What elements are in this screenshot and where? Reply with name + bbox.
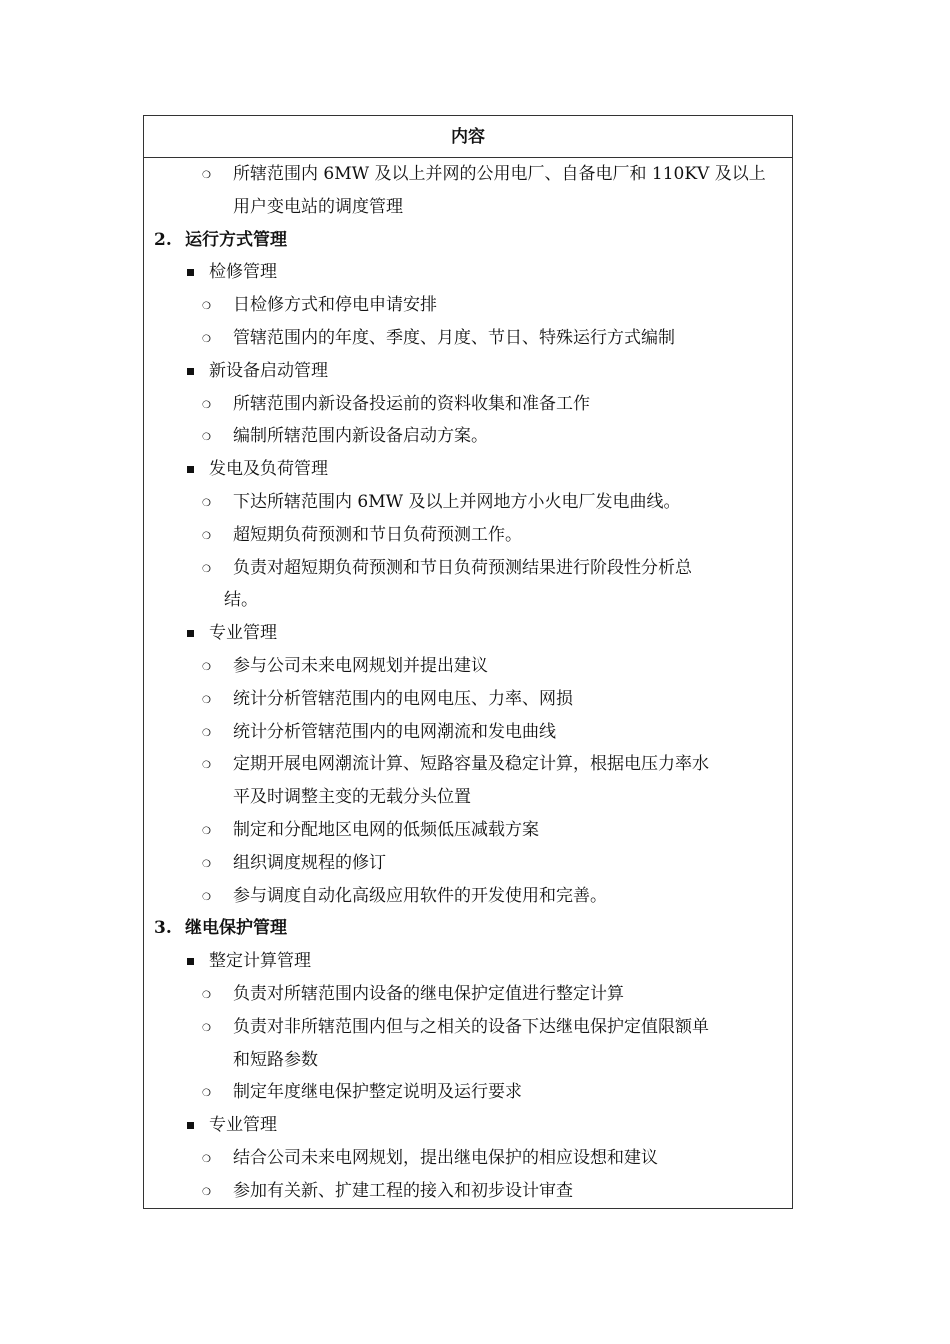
circle-bullet-icon: ❍ bbox=[202, 825, 211, 837]
content-table bbox=[143, 115, 793, 1209]
subsection-heading: 检修管理 bbox=[144, 256, 792, 289]
circle-bullet-icon: ❍ bbox=[202, 858, 211, 870]
list-item: ❍ 制定和分配地区电网的低频低压减载方案 bbox=[202, 819, 539, 840]
list-item: ❍ 统计分析管辖范围内的电网潮流和发电曲线 bbox=[202, 721, 556, 742]
square-bullet-icon bbox=[187, 958, 194, 965]
list-item-continuation: 平及时调整主变的无载分头位置 bbox=[233, 787, 471, 808]
list-item: ❍ 所辖范围内 6MW 及以上并网的公用电厂、自备电厂和 110KV 及以上 bbox=[202, 164, 766, 184]
square-bullet-icon bbox=[187, 1122, 194, 1129]
circle-bullet-icon: ❍ bbox=[202, 760, 211, 772]
list-item: ❍ 结合公司未来电网规划，提出继电保护的相应设想和建议 bbox=[202, 1147, 658, 1168]
circle-bullet-icon: ❍ bbox=[202, 694, 211, 706]
subsection-heading: 专业管理 bbox=[144, 1109, 792, 1142]
circle-bullet-icon: ❍ bbox=[202, 727, 211, 739]
list-item: ❍ 下达所辖范围内 6MW 及以上并网地方小火电厂发电曲线。 bbox=[202, 491, 681, 512]
circle-bullet-icon: ❍ bbox=[202, 432, 211, 444]
square-bullet-icon bbox=[187, 466, 194, 473]
circle-bullet-icon: ❍ bbox=[202, 333, 211, 345]
square-bullet-icon bbox=[187, 269, 194, 276]
table-body bbox=[144, 158, 792, 1208]
circle-bullet-icon: ❍ bbox=[202, 399, 211, 411]
circle-bullet-icon: ❍ bbox=[202, 891, 211, 903]
circle-bullet-icon: ❍ bbox=[202, 1153, 211, 1165]
circle-bullet-icon: ❍ bbox=[202, 530, 211, 542]
list-item: ❍ 日检修方式和停电申请安排 bbox=[202, 295, 437, 316]
list-item: ❍ 组织调度规程的修订 bbox=[202, 852, 386, 873]
list-item: ❍ 负责对非所辖范围内但与之相关的设备下达继电保护定值限额单 bbox=[202, 1016, 709, 1037]
list-item: ❍ 制定年度继电保护整定说明及运行要求 bbox=[202, 1082, 522, 1103]
list-item-continuation: 和短路参数 bbox=[233, 1049, 318, 1070]
circle-bullet-icon: ❍ bbox=[202, 1088, 211, 1100]
list-item: ❍ 超短期负荷预测和节日负荷预测工作。 bbox=[202, 524, 522, 545]
list-item-continuation: 结。 bbox=[224, 590, 258, 611]
circle-bullet-icon: ❍ bbox=[202, 170, 211, 181]
circle-bullet-icon: ❍ bbox=[202, 1022, 211, 1034]
list-item: ❍ 管辖范围内的年度、季度、月度、节日、特殊运行方式编制 bbox=[202, 327, 675, 348]
list-item: ❍ 所辖范围内新设备投运前的资料收集和准备工作 bbox=[202, 393, 590, 414]
subsection-heading: 整定计算管理 bbox=[144, 945, 792, 978]
square-bullet-icon bbox=[187, 368, 194, 375]
list-item: ❍ 统计分析管辖范围内的电网电压、力率、网损 bbox=[202, 688, 573, 709]
section-heading: 3. 继电保护管理 bbox=[154, 918, 287, 939]
square-bullet-icon bbox=[187, 630, 194, 637]
circle-bullet-icon: ❍ bbox=[202, 301, 211, 313]
list-item: ❍ 负责对超短期负荷预测和节日负荷预测结果进行阶段性分析总 bbox=[202, 557, 692, 578]
circle-bullet-icon: ❍ bbox=[202, 563, 211, 575]
list-item: ❍ 编制所辖范围内新设备启动方案。 bbox=[202, 426, 488, 447]
subsection-heading: 专业管理 bbox=[144, 617, 792, 650]
circle-bullet-icon: ❍ bbox=[202, 989, 211, 1001]
list-item: ❍ 负责对所辖范围内设备的继电保护定值进行整定计算 bbox=[202, 983, 624, 1004]
table-header: 内容 bbox=[144, 116, 792, 158]
circle-bullet-icon: ❍ bbox=[202, 497, 211, 509]
list-item: ❍ 参加有关新、扩建工程的接入和初步设计审查 bbox=[202, 1180, 573, 1201]
list-item: ❍ 参与公司未来电网规划并提出建议 bbox=[202, 655, 488, 676]
circle-bullet-icon: ❍ bbox=[202, 1186, 211, 1198]
subsection-heading: 新设备启动管理 bbox=[144, 355, 792, 388]
list-item: ❍ 定期开展电网潮流计算、短路容量及稳定计算，根据电压力率水 bbox=[202, 754, 709, 775]
subsection-heading: 发电及负荷管理 bbox=[144, 453, 792, 486]
list-item-continuation: 用户变电站的调度管理 bbox=[233, 196, 403, 217]
section-heading: 2. 运行方式管理 bbox=[154, 229, 287, 250]
list-item: ❍ 参与调度自动化高级应用软件的开发使用和完善。 bbox=[202, 885, 607, 906]
circle-bullet-icon: ❍ bbox=[202, 661, 211, 673]
